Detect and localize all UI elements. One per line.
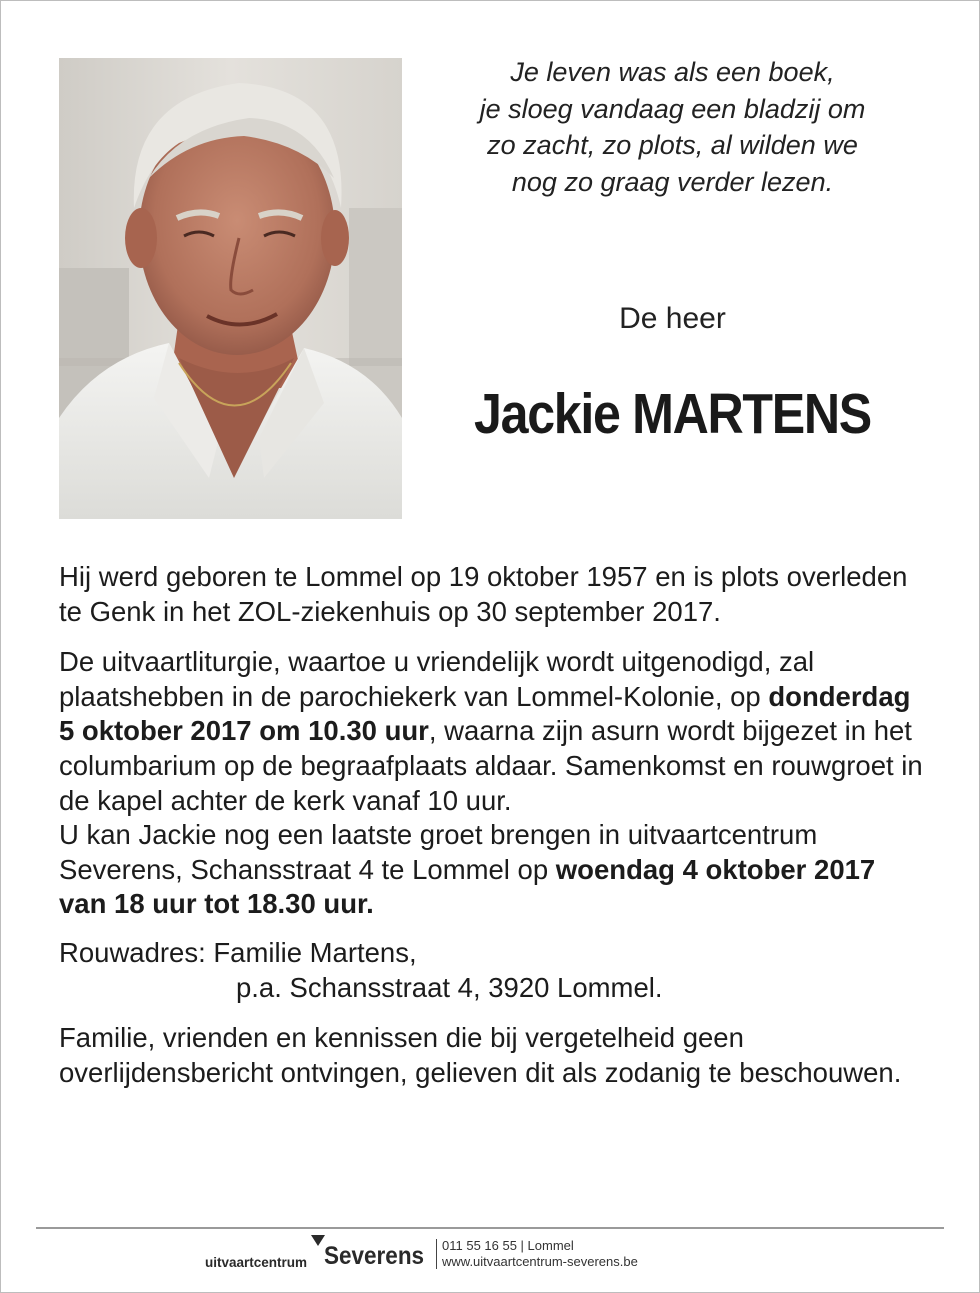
- closing-paragraph: Familie, vrienden en kennissen die bij vergetelheid geen overlijdensbericht ontvingen, gelieven dit als zodanig te beschouwen.: [59, 1022, 902, 1088]
- funeral-text-2: , waarna zijn asurn wordt bijgezet in het columbarium op de begraafplaats aldaar. Samenkomst en rouwgroet in de kapel achter de kerk vanaf 10 uur.: [59, 715, 923, 816]
- footer: [205, 1233, 725, 1273]
- visitation-text: U kan Jackie nog een laatste groet brengen in uitvaartcentrum Severens, Schansstraat 4 te Lommel op: [59, 819, 818, 885]
- poem: [420, 54, 925, 200]
- portrait-photo: [59, 58, 402, 519]
- poem-line: zo zacht, zo plots, al wilden we: [487, 130, 858, 160]
- funeral-text-1: De uitvaartliturgie, waartoe u vriendelijk wordt uitgenodigd, zal plaatshebben in de parochiekerk van Lommel-Kolonie, op: [59, 646, 815, 712]
- logo-text-big: Severens: [324, 1242, 425, 1270]
- address-block: [59, 936, 929, 1005]
- footer-divider: [36, 1227, 944, 1229]
- footer-phone: 011 55 16 55 | Lommel: [442, 1238, 574, 1253]
- funeral-paragraph: [59, 645, 929, 818]
- footer-contact: [442, 1238, 638, 1270]
- poem-line: Je leven was als een boek,: [510, 57, 835, 87]
- logo-triangle-icon: [311, 1235, 325, 1246]
- footer-separator: [436, 1239, 437, 1269]
- funeral-date: donderdag 5 oktober 2017 om 10.30 uur: [59, 680, 911, 747]
- birth-death-paragraph: Hij werd geboren te Lommel op 19 oktober 1957 en is plots overleden te Genk in het ZOL-ziekenhuis op 30 september 2017.: [59, 561, 908, 627]
- obituary-body: [59, 560, 929, 1090]
- deceased-name: Jackie MARTENS: [474, 382, 871, 446]
- poem-line: je sloeg vandaag een bladzij om: [479, 93, 866, 124]
- visitation-paragraph: [59, 818, 929, 922]
- poem-line: nog zo graag verder lezen.: [511, 166, 834, 197]
- logo-text-small: uitvaartcentrum: [205, 1255, 308, 1270]
- footer-website: www.uitvaartcentrum-severens.be: [442, 1254, 638, 1269]
- address-line-2: p.a. Schansstraat 4, 3920 Lommel.: [236, 971, 663, 1003]
- salutation: De heer: [619, 302, 726, 335]
- visitation-date: woendag 4 oktober 2017 van 18 uur tot 18.30 uur.: [59, 853, 876, 920]
- address-line-1: Rouwadres: Familie Martens,: [59, 936, 417, 968]
